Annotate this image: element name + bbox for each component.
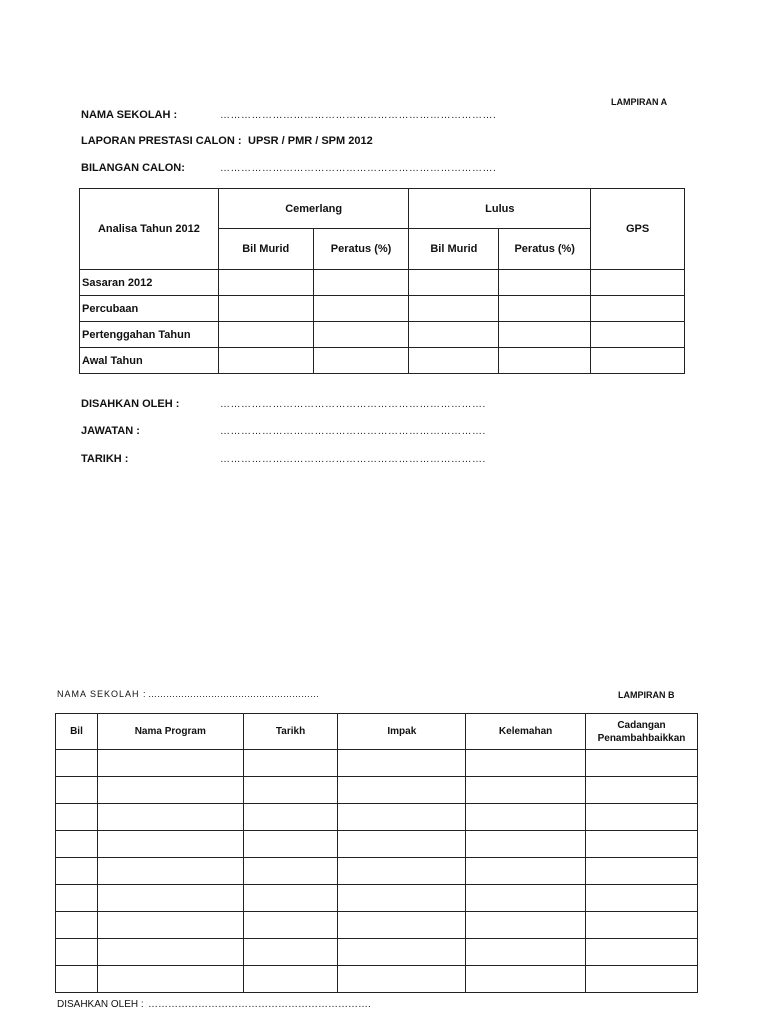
table-cell[interactable] [56, 966, 98, 993]
lampiran-b-label: LAMPIRAN B [618, 690, 675, 700]
table-cell[interactable] [591, 348, 685, 374]
table-cell[interactable] [586, 912, 698, 939]
table-cell[interactable] [338, 858, 466, 885]
table-cell[interactable] [97, 777, 243, 804]
table-row [56, 831, 698, 858]
disahkan-oleh-label: DISAHKAN OLEH : [81, 398, 180, 410]
program-table [55, 713, 698, 993]
table-cell[interactable] [591, 322, 685, 348]
table-cell[interactable] [243, 858, 338, 885]
table-cell[interactable] [218, 296, 313, 322]
row-label: Percubaan [80, 296, 219, 322]
cadangan-header: Cadangan Penambahbaikkan [586, 714, 698, 750]
row-label: Sasaran 2012 [80, 270, 219, 296]
table-cell[interactable] [243, 912, 338, 939]
disahkan-oleh-b-label: DISAHKAN OLEH : [57, 999, 144, 1010]
table-cell[interactable] [97, 804, 243, 831]
table-row [56, 939, 698, 966]
table-row [56, 885, 698, 912]
table-cell[interactable] [586, 966, 698, 993]
bil-murid-header: Bil Murid [218, 229, 313, 270]
table-cell[interactable] [56, 804, 98, 831]
table-row [56, 777, 698, 804]
bilangan-calon-blank[interactable]: ……………………………………………………………………. [220, 163, 497, 174]
table-cell[interactable] [56, 750, 98, 777]
table-cell[interactable] [466, 831, 586, 858]
nama-sekolah-label: NAMA SEKOLAH : [81, 109, 178, 121]
table-cell[interactable] [97, 885, 243, 912]
laporan-prestasi-value: UPSR / PMR / SPM 2012 [248, 135, 373, 147]
table-cell[interactable] [586, 885, 698, 912]
table-cell[interactable] [466, 966, 586, 993]
nama-sekolah-b-label: NAMA SEKOLAH : [57, 689, 147, 699]
disahkan-oleh-blank[interactable]: …………………………………………………………………. [220, 399, 486, 410]
table-cell[interactable] [338, 966, 466, 993]
table-row [80, 270, 685, 296]
table-cell[interactable] [243, 804, 338, 831]
table-cell[interactable] [97, 750, 243, 777]
laporan-prestasi-label: LAPORAN PRESTASI CALON : [81, 135, 242, 147]
table-cell[interactable] [243, 777, 338, 804]
nama-sekolah-blank[interactable]: ……………………………………………………………………. [220, 110, 497, 121]
table-cell[interactable] [586, 804, 698, 831]
bilangan-calon-label: BILANGAN CALON: [81, 162, 185, 174]
analisa-tahun-header: Analisa Tahun 2012 [80, 189, 219, 270]
table-cell[interactable] [466, 804, 586, 831]
peratus-header: Peratus (%) [499, 229, 591, 270]
bil-header: Bil [56, 714, 98, 750]
kelemahan-header: Kelemahan [466, 714, 586, 750]
row-label: Awal Tahun [80, 348, 219, 374]
disahkan-oleh-b-blank[interactable]: …………………………………………………………. [148, 999, 371, 1010]
tarikh-label: TARIKH : [81, 453, 129, 465]
table-cell[interactable] [56, 831, 98, 858]
nama-program-header: Nama Program [97, 714, 243, 750]
table-row [56, 912, 698, 939]
lampiran-a-label: LAMPIRAN A [611, 97, 668, 107]
table-row [80, 348, 685, 374]
analisa-table [79, 188, 685, 374]
table-cell[interactable] [409, 296, 499, 322]
table-cell[interactable] [466, 939, 586, 966]
table-cell[interactable] [338, 939, 466, 966]
row-label: Pertenggahan Tahun [80, 322, 219, 348]
table-cell[interactable] [97, 858, 243, 885]
table-cell[interactable] [591, 270, 685, 296]
jawatan-blank[interactable]: …………………………………………………………………. [220, 426, 486, 437]
table-row [80, 322, 685, 348]
gps-header: GPS [591, 189, 685, 270]
table-row [80, 296, 685, 322]
table-cell[interactable] [97, 939, 243, 966]
table-cell[interactable] [499, 296, 591, 322]
table-cell[interactable] [313, 270, 409, 296]
table-cell[interactable] [313, 296, 409, 322]
table-cell[interactable] [499, 322, 591, 348]
table-cell[interactable] [338, 804, 466, 831]
table-cell[interactable] [338, 912, 466, 939]
peratus-header: Peratus (%) [313, 229, 409, 270]
impak-header: Impak [338, 714, 466, 750]
table-cell[interactable] [338, 750, 466, 777]
table-cell[interactable] [56, 939, 98, 966]
table-cell[interactable] [409, 270, 499, 296]
table-cell[interactable] [243, 939, 338, 966]
table-cell[interactable] [243, 885, 338, 912]
tarikh-blank[interactable]: …………………………………………………………………. [220, 454, 486, 465]
table-cell[interactable] [499, 270, 591, 296]
table-cell[interactable] [586, 939, 698, 966]
tarikh-header: Tarikh [243, 714, 338, 750]
table-cell[interactable] [97, 831, 243, 858]
table-cell[interactable] [466, 858, 586, 885]
lulus-header: Lulus [409, 189, 591, 229]
table-cell[interactable] [218, 348, 313, 374]
table-cell[interactable] [313, 348, 409, 374]
table-cell[interactable] [56, 912, 98, 939]
table-cell[interactable] [499, 348, 591, 374]
table-cell[interactable] [466, 750, 586, 777]
table-cell[interactable] [591, 296, 685, 322]
cemerlang-header: Cemerlang [218, 189, 409, 229]
table-cell[interactable] [338, 885, 466, 912]
table-cell[interactable] [409, 348, 499, 374]
table-cell[interactable] [218, 270, 313, 296]
table-cell[interactable] [586, 831, 698, 858]
jawatan-label: JAWATAN : [81, 425, 140, 437]
table-cell[interactable] [586, 750, 698, 777]
table-cell[interactable] [56, 777, 98, 804]
table-row [56, 804, 698, 831]
table-cell[interactable] [97, 912, 243, 939]
table-cell[interactable] [586, 858, 698, 885]
table-cell[interactable] [243, 750, 338, 777]
table-cell[interactable] [218, 322, 313, 348]
table-cell[interactable] [338, 777, 466, 804]
table-cell[interactable] [338, 831, 466, 858]
table-cell[interactable] [466, 885, 586, 912]
table-row [56, 858, 698, 885]
table-cell[interactable] [97, 966, 243, 993]
table-cell[interactable] [56, 858, 98, 885]
table-cell[interactable] [243, 966, 338, 993]
table-cell[interactable] [56, 885, 98, 912]
table-row [56, 750, 698, 777]
table-row [56, 966, 698, 993]
table-cell[interactable] [466, 912, 586, 939]
table-cell[interactable] [313, 322, 409, 348]
table-cell[interactable] [243, 831, 338, 858]
table-cell[interactable] [586, 777, 698, 804]
bil-murid-header: Bil Murid [409, 229, 499, 270]
table-cell[interactable] [466, 777, 586, 804]
table-cell[interactable] [409, 322, 499, 348]
nama-sekolah-b-blank[interactable]: ………………………………………………… [148, 689, 319, 699]
